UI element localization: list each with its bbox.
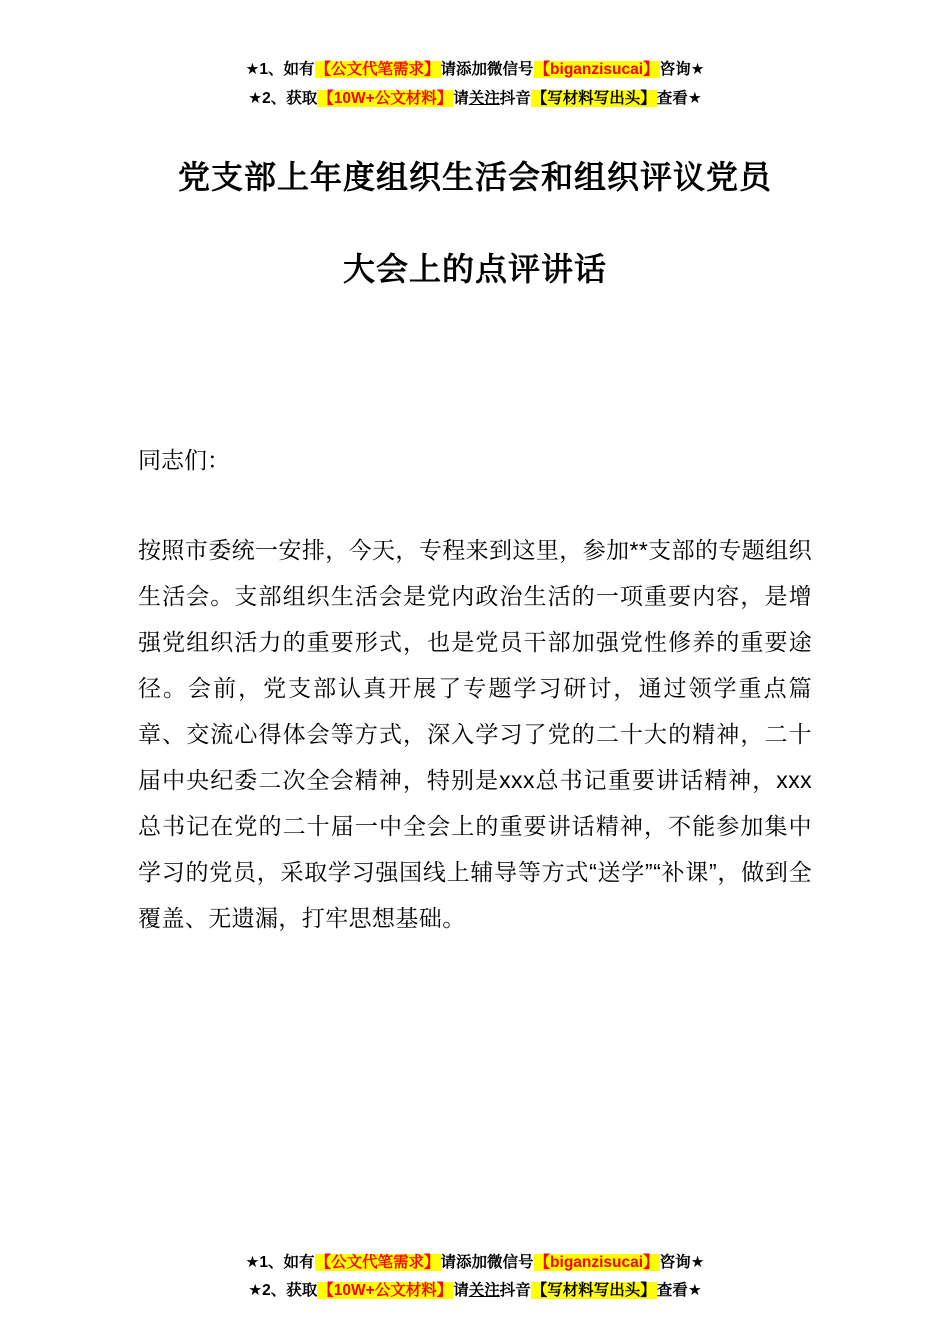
salutation: 同志们： bbox=[138, 447, 230, 474]
promo-top-line1-suffix: 咨询 bbox=[659, 61, 691, 78]
star-right-icon: ★ bbox=[690, 61, 705, 78]
promo-bottom-line1-suffix: 咨询 bbox=[659, 1253, 691, 1271]
promo-banner-top bbox=[0, 56, 950, 113]
promo-top-line1-highlight-wechat: 【biganzisucai】 bbox=[534, 61, 659, 78]
promo-bottom-line1-highlight-need: 【公文代笔需求】 bbox=[315, 1253, 440, 1271]
promo-top-line2-highlight-douyin: 【写材料写出头】 bbox=[531, 89, 656, 107]
promo-bottom-line-2 bbox=[0, 1277, 950, 1306]
promo-bottom-line2-mid-plain: 请 bbox=[453, 1282, 469, 1300]
star-right-icon: ★ bbox=[687, 1282, 702, 1300]
body-paragraph-1: 按照市委统一安排，今天，专程来到这里，参加**支部的专题组织生活会。支部组织生活会是党内政治生活的一项重要内容，是增强党组织活力的重要形式，也是党员干部加强党性修养的重要途径。会前，党支部认真开展了专题学习研讨，通过领学重点篇章、交流心得体会等方式，深入学习了党的二十大的精神，二十届中央纪委二次全会精神，特别是xxx总书记重要讲话精神，xxx总书记在党的二十届一中全会上的重要讲话精神，不能参加集中学习的党员，采取学习强国线上辅导等方式“送学”“补课”，做到全覆盖、无遗漏，打牢思想基础。 bbox=[138, 537, 812, 932]
star-left-icon: ★ bbox=[248, 89, 263, 107]
promo-banner-bottom bbox=[0, 1249, 950, 1306]
promo-top-line1-prefix: 1、如有 bbox=[259, 61, 315, 78]
promo-top-line2-mid-rest: 抖音 bbox=[499, 89, 531, 107]
star-right-icon: ★ bbox=[687, 89, 702, 107]
promo-top-line1-mid: 请添加微信号 bbox=[440, 61, 534, 78]
promo-bottom-line1-highlight-wechat: 【biganzisucai】 bbox=[534, 1253, 659, 1271]
promo-bottom-line2-highlight-material: 【10W+公文材料】 bbox=[318, 1282, 453, 1300]
document-title bbox=[0, 157, 950, 289]
promo-bottom-line2-highlight-douyin: 【写材料写出头】 bbox=[531, 1282, 656, 1300]
star-left-icon: ★ bbox=[248, 1282, 263, 1300]
promo-bottom-line2-suffix: 查看 bbox=[656, 1282, 688, 1300]
promo-top-line1-highlight-need: 【公文代笔需求】 bbox=[315, 61, 440, 78]
document-title-line-2: 大会上的点评讲话 bbox=[342, 251, 607, 288]
document-body bbox=[0, 439, 950, 1188]
promo-top-line-1 bbox=[0, 56, 950, 85]
promo-top-line2-mid-underline: 关注 bbox=[468, 89, 500, 107]
promo-top-line2-prefix: 2、获取 bbox=[262, 89, 318, 107]
promo-top-line2-suffix: 查看 bbox=[656, 89, 688, 107]
promo-bottom-line1-prefix: 1、如有 bbox=[259, 1253, 315, 1271]
promo-bottom-line2-prefix: 2、获取 bbox=[262, 1282, 318, 1300]
promo-top-line-2 bbox=[0, 85, 950, 114]
promo-top-line2-mid-plain: 请 bbox=[453, 89, 469, 107]
promo-bottom-line2-mid-underline: 关注 bbox=[468, 1282, 500, 1300]
promo-bottom-line1-mid: 请添加微信号 bbox=[440, 1253, 534, 1271]
star-right-icon: ★ bbox=[690, 1253, 705, 1271]
promo-bottom-line-1 bbox=[0, 1249, 950, 1278]
document-title-line-1: 党支部上年度组织生活会和组织评议党员 bbox=[177, 159, 772, 196]
star-left-icon: ★ bbox=[245, 1253, 260, 1271]
star-left-icon: ★ bbox=[245, 61, 260, 78]
promo-bottom-line2-mid-rest: 抖音 bbox=[499, 1282, 531, 1300]
promo-top-line2-highlight-material: 【10W+公文材料】 bbox=[318, 89, 453, 107]
